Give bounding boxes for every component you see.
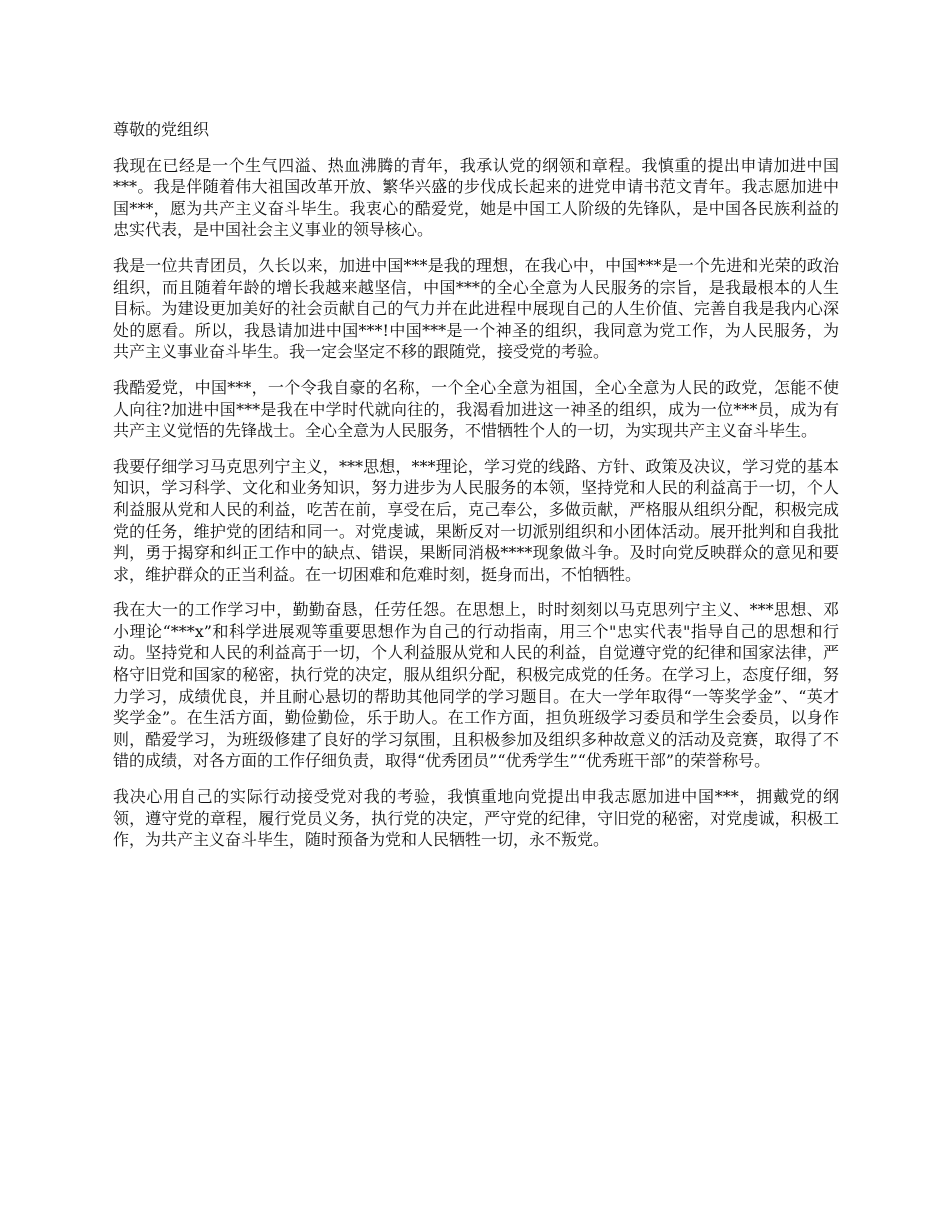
body-paragraph: 我要仔细学习马克思列宁主义，***思想，***理论，学习党的线路、方针、政策及决议，学习党的基本知识，学习科学、文化和业务知识，努力进步为人民服务的本领，坚持党和人民的利益高于一切，个人利益服从党和人民的利益，吃苦在前，享受在后，克己奉公，多做贡献，严格服从组织分配，积极完成党的任务，维护党的团结和同一。对党虔诚，果断反对一切派别组织和小团体活动。展开批判和自我批判，勇于揭穿和纠正工作中的缺点、错误，果断同消极****现象做斗争。及时向党反映群众的意见和要求，维护群众的正当利益。在一切困难和危难时刻，挺身而出，不怕牺牲。 [113,456,839,584]
body-paragraph: 我在大一的工作学习中，勤勤奋恳，任劳任怨。在思想上，时时刻刻以马克思列宁主义、***思想、邓小理论“***x”和科学进展观等重要思想作为自己的行动指南，用三个"忠实代表"指导自己的思想和行动。坚持党和人民的利益高于一切，个人利益服从党和人民的利益，自觉遵守党的纪律和国家法律，严格守旧党和国家的秘密，执行党的决定，服从组织分配，积极完成党的任务。在学习上，态度仔细，努力学习，成绩优良，并且耐心悬切的帮助其他同学的学习题目。在大一学年取得“一等奖学金”、“英才奖学金”。在生活方面，勤俭勤俭，乐于助人。在工作方面，担负班级学习委员和学生会委员，以身作则，酷爱学习，为班级修建了良好的学习氛围，且积极参加及组织多种故意义的活动及竞赛，取得了不错的成绩，对各方面的工作仔细负责，取得“优秀团员”“优秀学生”“优秀班干部”的荣誉称号。 [113,600,839,771]
body-paragraph: 我酷爱党，中国***，一个令我自豪的名称，一个全心全意为祖国，全心全意为人民的政党，怎能不使人向往?加进中国***是我在中学时代就向往的，我渴看加进这一神圣的组织，成为一位***员，成为有共产主义觉悟的先锋战士。全心全意为人民服务，不惜牺牲个人的一切，为实现共产主义奋斗毕生。 [113,377,839,441]
body-paragraph: 我决心用自己的实际行动接受党对我的考验，我慎重地向党提出申我志愿加进中国***，拥戴党的纲领，遵守党的章程，履行党员义务，执行党的决定，严守党的纪律，守旧党的秘密，对党虔诚，积极工作，为共产主义奋斗毕生，随时预备为党和人民牺牲一切，永不叛党。 [113,787,839,850]
body-paragraph: 我是一位共青团员，久长以来，加进中国***是我的理想，在我心中，中国***是一个先进和光荣的政治组织，而且随着年龄的增长我越来越坚信，中国***的全心全意为人民服务的宗旨，是我最根本的人生目标。为建设更加美好的社会贡献自己的气力并在此进程中展现自己的人生价值、完善自我是我内心深处的愿看。所以，我恳请加进中国***!中国***是一个神圣的组织，我同意为党工作，为人民服务，为共产主义事业奋斗毕生。我一定会坚定不移的跟随党，接受党的考验。 [113,255,839,362]
letter-greeting: 尊敬的党组织 [113,120,210,139]
document-page [113,119,839,865]
body-paragraph: 我现在已经是一个生气四溢、热血沸腾的青年，我承认党的纲领和章程。我慎重的提出申请加进中国***。我是伴随着伟大祖国改革开放、繁华兴盛的步伐成长起来的进党申请书范文青年。我志愿加进中国***，愿为共产主义奋斗毕生。我衷心的酷爱党，她是中国工人阶级的先锋队，是中国各民族利益的忠实代表，是中国社会主义事业的领导核心。 [113,155,839,240]
